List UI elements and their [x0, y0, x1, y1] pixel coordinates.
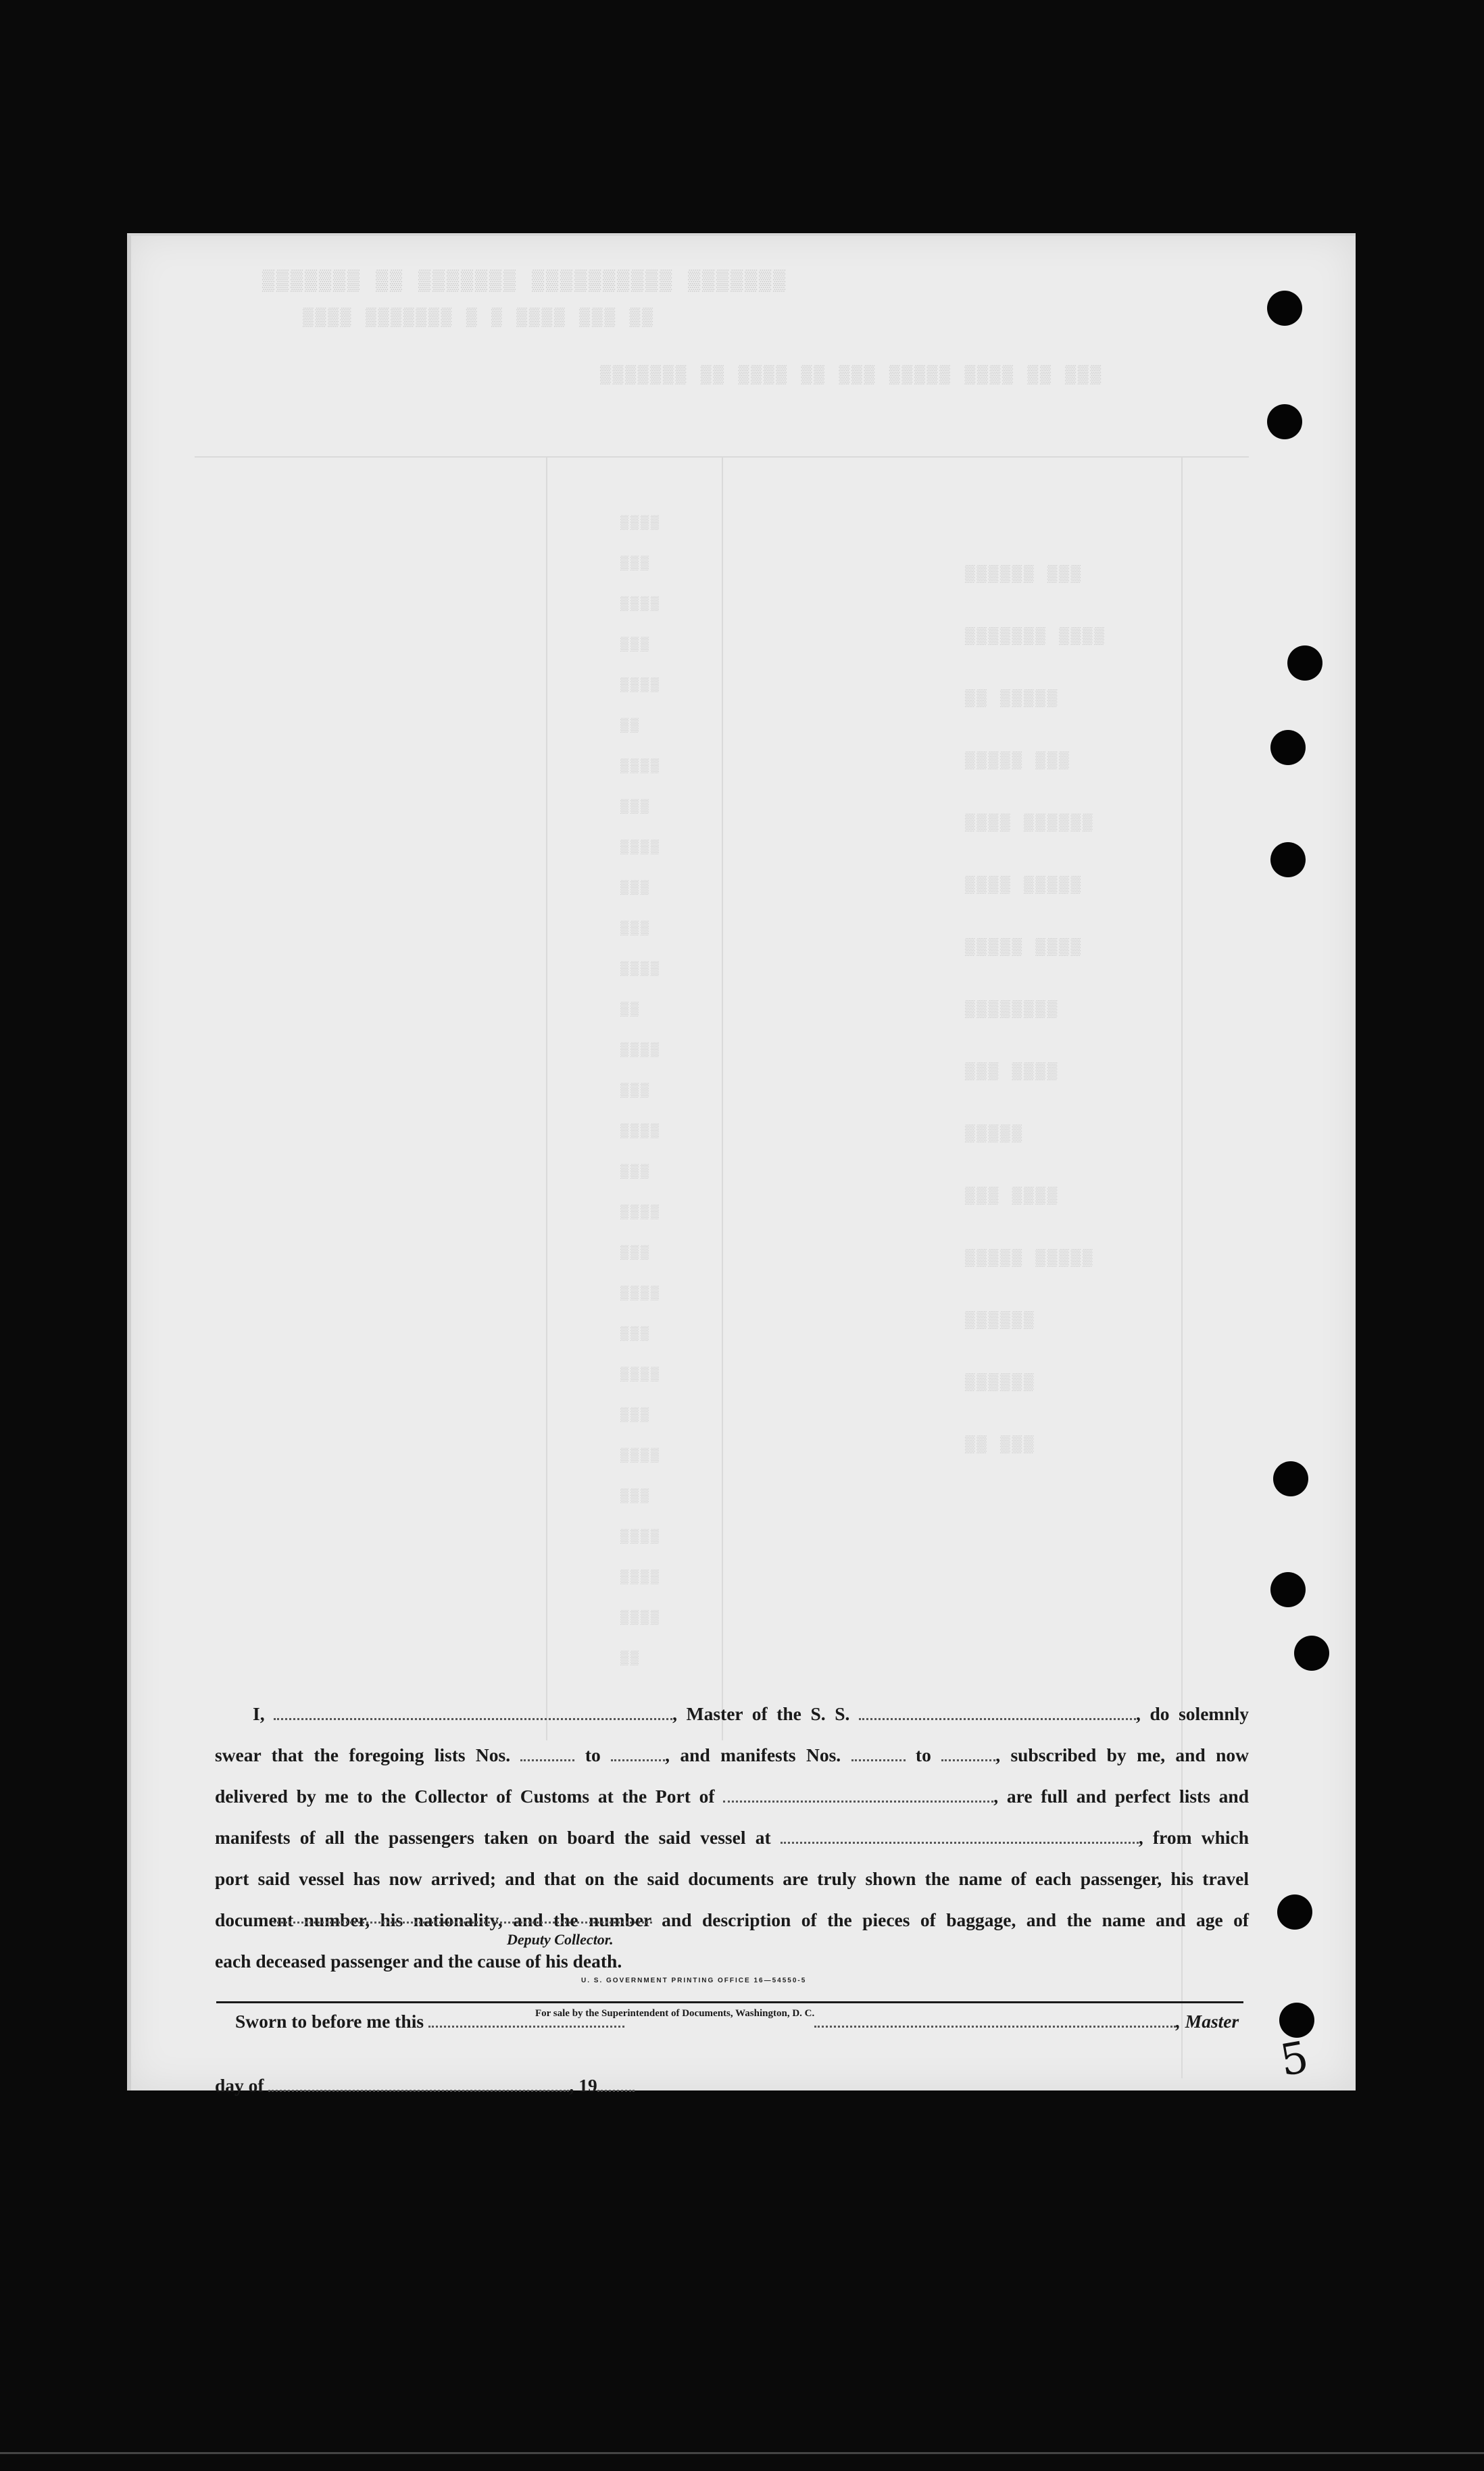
punch-hole — [1270, 730, 1306, 765]
footer-rule — [216, 2001, 1243, 2003]
master-label: , Master — [1176, 2011, 1239, 2032]
bleed-through-rule — [722, 456, 723, 1740]
oath-text: manifests of all the passengers taken on board the said vessel at — [215, 1827, 771, 1848]
list-number-from-field[interactable] — [520, 1746, 574, 1761]
oath-line-6: document number, his nationality, and the number and description of the pieces of baggage, and the name and age of — [215, 1909, 1249, 1930]
punch-hole — [1277, 1894, 1312, 1930]
document-sheet — [127, 233, 1356, 2096]
sworn-label: Sworn to before me this — [235, 2011, 424, 2032]
oath-line-3 — [215, 1776, 1249, 1817]
oath-text: swear that the foregoing lists Nos. — [215, 1744, 511, 1765]
manifest-number-from-field[interactable] — [851, 1746, 906, 1761]
scan-bottom-edge — [0, 2452, 1484, 2454]
master-oath-paragraph — [215, 1693, 1249, 1982]
oath-line-4 — [215, 1817, 1249, 1858]
punch-hole — [1294, 1636, 1329, 1671]
list-number-to-field[interactable] — [611, 1746, 665, 1761]
deputy-collector-label: Deputy Collector. — [507, 1931, 614, 1948]
year-label: , 19 — [569, 2075, 597, 2096]
bleed-through-column: ▒▒▒▒▒▒ ▒▒▒ ▒▒▒▒▒▒▒ ▒▒▒▒ ▒▒ ▒▒▒▒▒ ▒▒▒▒▒ ▒▒▒ ▒▒▒▒ ▒▒▒▒▒▒ ▒▒▒▒ ▒▒▒▒▒ ▒▒▒▒▒ ▒▒▒▒ ▒▒▒▒▒▒▒▒ ▒▒▒ ▒▒▒▒ ▒▒▒▒▒ ▒▒▒ ▒▒▒▒ ▒▒▒▒▒ ▒▒▒▒▒ ▒▒▒▒▒▒ ▒▒▒▒▒▒ ▒▒ ▒▒▒ — [965, 566, 1106, 1454]
master-name-field[interactable] — [274, 1705, 672, 1720]
gpo-imprint: U. S. GOVERNMENT PRINTING OFFICE 16—54550-5 — [581, 1977, 807, 1984]
bleed-through-column: ▒▒▒▒ ▒▒▒ ▒▒▒▒ ▒▒▒ ▒▒▒▒ ▒▒ ▒▒▒▒ ▒▒▒ ▒▒▒▒ ▒▒▒ ▒▒▒ ▒▒▒▒ ▒▒ ▒▒▒▒ ▒▒▒ ▒▒▒▒ ▒▒▒ ▒▒▒▒ ▒▒▒ ▒▒▒▒ ▒▒▒ ▒▒▒▒ ▒▒▒ ▒▒▒▒ ▒▒▒ ▒▒▒▒ ▒▒▒▒ ▒▒▒▒ ▒▒ — [620, 516, 662, 1667]
oath-line-7: each deceased passenger and the cause of his death. — [215, 1951, 622, 1972]
oath-text: , subscribed by me, and now — [995, 1744, 1250, 1765]
port-of-arrival-field[interactable] — [723, 1787, 993, 1803]
oath-text: to — [585, 1744, 601, 1765]
punch-hole — [1267, 404, 1302, 439]
oath-line-1 — [215, 1693, 1249, 1734]
manifest-number-to-field[interactable] — [941, 1746, 995, 1761]
deputy-signature-field[interactable] — [274, 1922, 652, 1924]
year-field[interactable] — [597, 2076, 635, 2092]
oath-text: I, — [253, 1703, 265, 1724]
master-signature-field[interactable] — [814, 2012, 1176, 2028]
oath-text: , Master of the S. S. — [672, 1703, 850, 1724]
oath-line-2 — [215, 1734, 1249, 1776]
bleed-through-text: ▒▒▒▒▒▒▒ ▒▒ ▒▒▒▒▒▒▒ ▒▒▒▒▒▒▒▒▒▒ ▒▒▒▒▒▒▒ — [262, 270, 788, 293]
margin-handwritten-mark: 5 — [1276, 2032, 1312, 2086]
punch-hole — [1287, 645, 1322, 681]
punch-hole — [1270, 1572, 1306, 1607]
day-of-label: day of — [215, 2075, 264, 2096]
oath-text: , are full and perfect lists and — [993, 1786, 1249, 1807]
oath-text: , do solemnly — [1136, 1703, 1249, 1724]
vessel-name-field[interactable] — [859, 1705, 1136, 1720]
oath-text: delivered by me to the Collector of Customs at the Port of — [215, 1786, 715, 1807]
punch-hole — [1279, 2003, 1314, 2038]
oath-text: to — [915, 1744, 931, 1765]
punch-hole — [1267, 291, 1302, 326]
port-of-embarkation-field[interactable] — [781, 1828, 1139, 1844]
master-signature-line — [814, 2011, 1239, 2032]
day-of-line — [215, 2075, 635, 2097]
bleed-through-text: ▒▒▒▒▒▒▒ ▒▒ ▒▒▒▒ ▒▒ ▒▒▒ ▒▒▒▒▒ ▒▒▒▒ ▒▒ ▒▒▒ — [600, 365, 1104, 385]
oath-line-5: port said vessel has now arrived; and that on the said documents are truly shown the name of each passenger, his travel — [215, 1868, 1249, 1889]
punch-hole — [1270, 842, 1306, 877]
bleed-through-rule — [546, 456, 547, 1740]
oath-text: , and manifests Nos. — [665, 1744, 841, 1765]
month-field[interactable] — [268, 2076, 569, 2092]
punch-hole — [1273, 1461, 1308, 1496]
for-sale-notice: For sale by the Superintendent of Documents, Washington, D. C. — [535, 2008, 815, 2019]
bleed-through-text: ▒▒▒▒ ▒▒▒▒▒▒▒ ▒ ▒ ▒▒▒▒ ▒▒▒ ▒▒ — [303, 308, 655, 328]
oath-text: , from which — [1138, 1827, 1250, 1848]
